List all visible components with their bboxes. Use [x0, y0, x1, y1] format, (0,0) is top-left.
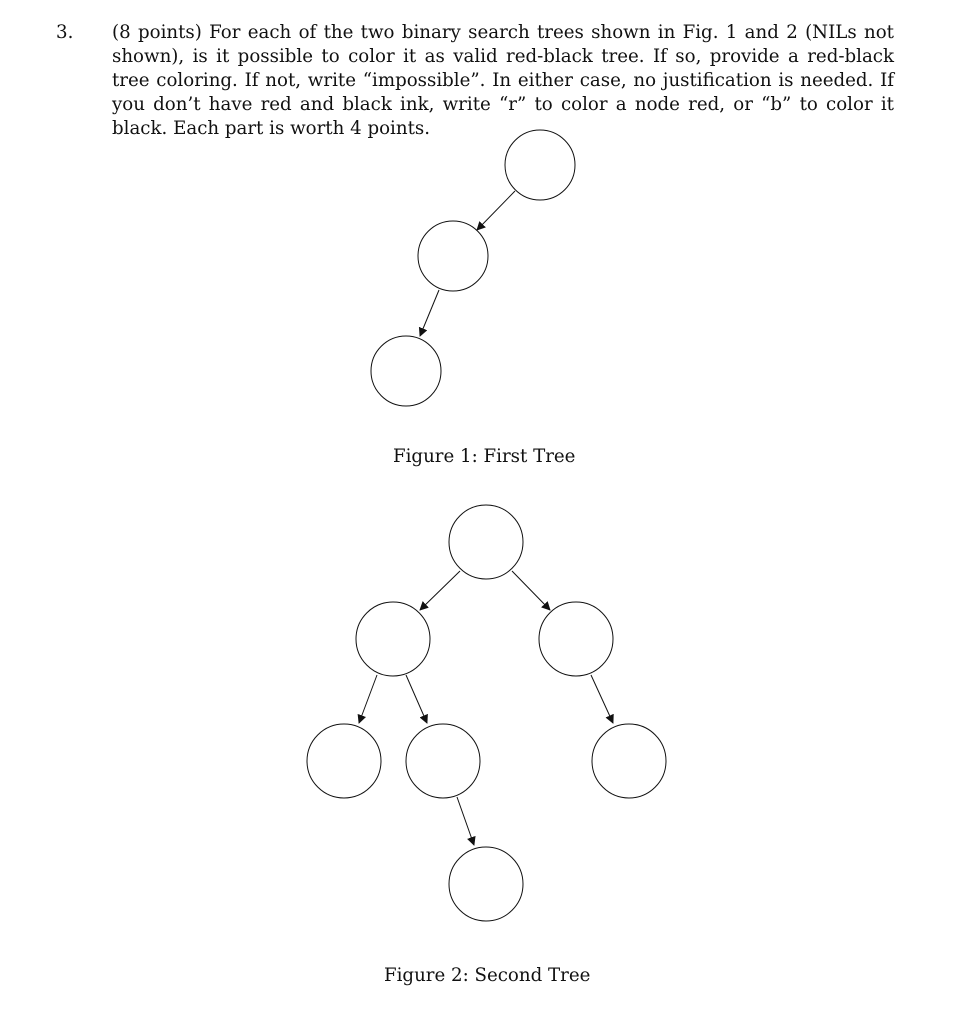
fig2-node-left-left: [307, 724, 381, 798]
fig2-edge-left-leftright: [406, 675, 427, 723]
fig2-edge-right-rightright: [591, 675, 613, 723]
fig1-node-left-left: [371, 336, 441, 406]
fig1-edge-left-leftleft: [420, 290, 439, 336]
fig1-node-left: [418, 221, 488, 291]
fig2-node-left-right-right: [449, 847, 523, 921]
fig2-node-right: [539, 602, 613, 676]
fig2-edge-leftright-leftrightright: [457, 797, 474, 845]
fig2-edge-left-leftleft: [359, 675, 377, 723]
fig2-edge-root-left: [420, 571, 460, 610]
fig2-node-left-right: [406, 724, 480, 798]
figure-1-caption: Figure 1: First Tree: [393, 446, 576, 467]
figure-1-tree: [371, 130, 575, 406]
fig2-node-left: [356, 602, 430, 676]
fig2-node-right-right: [592, 724, 666, 798]
fig2-edge-root-right: [512, 571, 550, 610]
fig1-edge-root-left: [477, 191, 515, 230]
figure-2-caption: Figure 2: Second Tree: [384, 965, 591, 986]
fig2-node-root: [449, 505, 523, 579]
problem-number: 3.: [56, 22, 74, 43]
fig1-node-root: [505, 130, 575, 200]
figure-2-tree: [307, 505, 666, 921]
problem-text: (8 points) For each of the two binary search trees shown in Fig. 1 and 2 (NILs not shown), is it possible to color it as valid red-black tree. If so, provide a red-black tree coloring. If not, write “impossible”. In either case, no justification is needed. If you don’t have red and black ink, write “r” to color a node red, or “b” to color it black. Each part is worth 4 points.: [112, 22, 894, 139]
